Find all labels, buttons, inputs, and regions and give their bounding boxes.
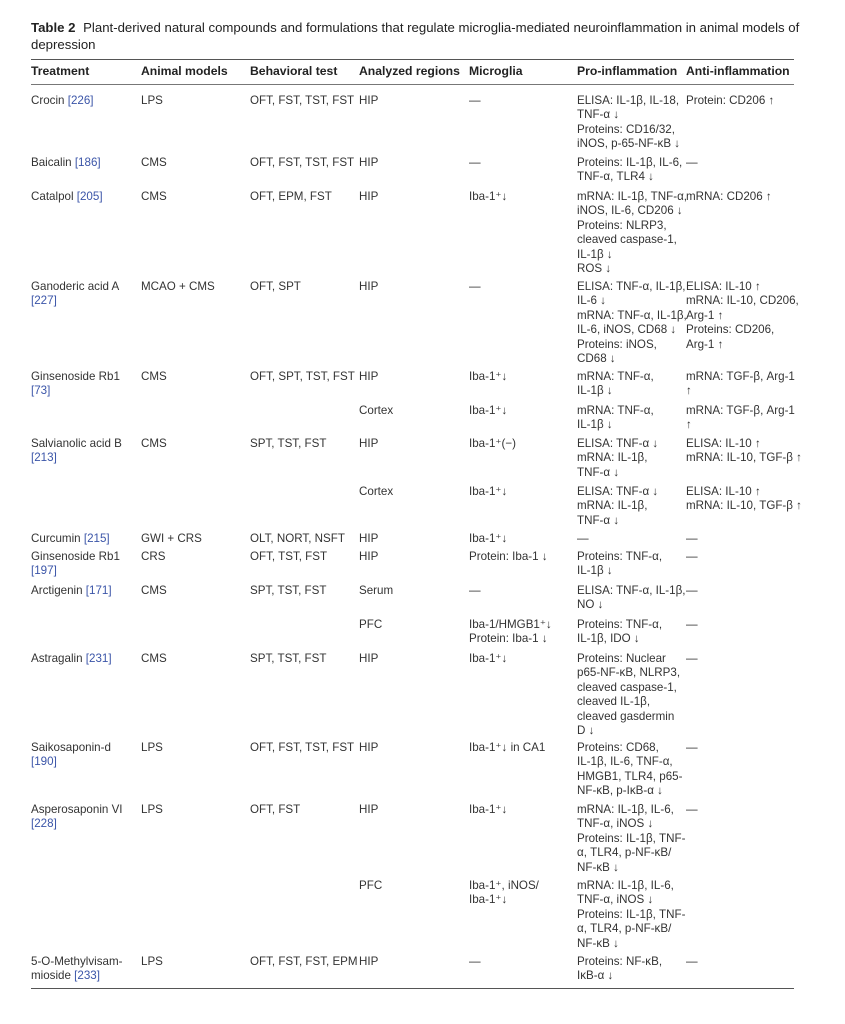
cell-line: HIP [359, 190, 379, 203]
cell-line: mRNA: TNF-α, [577, 404, 654, 417]
cell-line: CMS [141, 584, 167, 597]
cell-region [359, 370, 378, 384]
cell-line: ELISA: IL-10 ↑ [686, 437, 761, 450]
cell-line: mRNA: IL-1β, IL-6, [577, 803, 674, 816]
cell-line: — [469, 584, 481, 597]
cell-test [250, 955, 358, 969]
cell-line: mRNA: TGF-β, Arg-1 [686, 404, 795, 417]
cell-line: — [469, 955, 481, 968]
cell-region [359, 280, 378, 294]
cell-line: mRNA: IL-1β, IL-6, [577, 879, 674, 892]
cell-line: HIP [359, 156, 379, 169]
cell-line: mRNA: IL-10, TGF-β ↑ [686, 499, 802, 513]
cell-line: PFC [359, 618, 383, 631]
cell-anti [686, 955, 698, 969]
cell-line: mRNA: IL-10, CD206, [686, 294, 799, 308]
table-caption [31, 19, 806, 53]
cell-anti [686, 485, 802, 514]
cell-line: ELISA: TNF-α ↓ [577, 485, 659, 498]
cell-line: Cortex [359, 404, 394, 417]
cell-anti [686, 437, 802, 466]
cell-line: Iba-1⁺↓ [469, 190, 508, 203]
citation-link[interactable]: [228] [31, 817, 57, 831]
cell-pro [577, 437, 658, 480]
cell-line: — [686, 618, 698, 631]
cell-line: IL-1β ↓ [577, 384, 613, 398]
cell-microglia [469, 280, 481, 294]
cell-line: Iba-1⁺↓ in CA1 [469, 741, 546, 754]
cell-line: Iba-1⁺↓ [469, 652, 508, 665]
cell-line: OFT, EPM, FST [250, 190, 332, 203]
cell-treatment [31, 280, 119, 309]
cell-region [359, 404, 393, 418]
cell-region [359, 94, 378, 108]
cell-line: mRNA: TNF-α, [577, 370, 654, 383]
cell-treatment [31, 190, 103, 204]
cell-line: IL-1β, IDO ↓ [577, 632, 640, 646]
cell-line: HIP [359, 741, 379, 754]
cell-region [359, 190, 378, 204]
cell-region [359, 584, 393, 598]
cell-line: SPT, TST, FST [250, 437, 327, 450]
cell-line [31, 564, 120, 578]
citation-link[interactable]: [226] [67, 94, 94, 107]
cell-line: p65-NF-κB, NLRP3, [577, 666, 681, 680]
cell-test [250, 584, 326, 598]
cell-microglia [469, 370, 507, 384]
cell-pro [577, 532, 589, 546]
cell-microglia [469, 652, 507, 666]
cell-test [250, 437, 326, 451]
citation-link[interactable]: [215] [83, 532, 110, 545]
cell-pro [577, 879, 685, 951]
cell-line: TNF-α ↓ [577, 465, 620, 479]
cell-model [141, 955, 163, 969]
cell-line [31, 817, 123, 831]
cell-line: LPS [141, 955, 163, 968]
cell-line: Salvianolic acid B [31, 437, 122, 450]
cell-model [141, 550, 165, 564]
citation-link[interactable]: [227] [31, 294, 57, 308]
cell-line: cleaved caspase-1, [577, 233, 677, 247]
cell-line: ROS ↓ [577, 262, 612, 276]
cell-line: ↑ [686, 384, 692, 398]
cell-anti [686, 584, 698, 598]
cell-pro [577, 618, 662, 647]
cell-line: CD68 ↓ [577, 352, 616, 366]
cell-line: 5-O-Methylvisam- [31, 955, 123, 968]
cell-anti [686, 404, 795, 433]
cell-line: LPS [141, 803, 163, 816]
cell-line: cleaved IL-1β, [577, 695, 651, 709]
cell-line: Protein: Iba-1 ↓ [469, 550, 548, 563]
table-top-rule [31, 59, 794, 60]
cell-model [141, 370, 167, 384]
cell-treatment [31, 584, 112, 598]
cell-region [359, 618, 382, 632]
cell-line: iNOS, IL-6, CD206 ↓ [577, 204, 683, 218]
cell-line: Ganoderic acid A [31, 280, 120, 293]
cell-line: Iba-1/HMGB1⁺↓ [469, 618, 552, 631]
cell-pro [577, 741, 682, 799]
table-bottom-rule [31, 988, 794, 989]
cell-line: mRNA: CD206 ↑ [686, 190, 772, 203]
cell-microglia [469, 584, 481, 598]
cell-line [31, 384, 120, 398]
cell-line: α, TLR4, p-NF-κB/ [577, 846, 672, 860]
cell-test [250, 803, 300, 817]
cell-line: HIP [359, 94, 379, 107]
cell-region [359, 156, 378, 170]
cell-line: SPT, TST, FST [250, 584, 327, 597]
cell-line: Proteins: TNF-α, [577, 618, 663, 631]
cell-region [359, 652, 378, 666]
cell-pro [577, 955, 662, 984]
cell-line: HIP [359, 550, 379, 563]
cell-line: Iba-1⁺↓ [469, 532, 508, 545]
cell-model [141, 280, 215, 294]
cell-line: mRNA: IL-1β, [577, 499, 648, 513]
cell-model [141, 94, 163, 108]
cell-line: Catalpol [205] [31, 190, 103, 203]
cell-line: Iba-1⁺↓ [469, 485, 508, 498]
cell-treatment [31, 156, 101, 170]
cell-line: OFT, TST, FST [250, 550, 328, 563]
cell-model [141, 584, 167, 598]
cell-line: OFT, FST [250, 803, 301, 816]
cell-treatment [31, 437, 122, 466]
cell-line: GWI + CRS [141, 532, 202, 545]
cell-anti [686, 803, 698, 817]
cell-line: mRNA: IL-1β, [577, 451, 648, 465]
cell-line: HIP [359, 955, 379, 968]
cell-line: CMS [141, 156, 167, 169]
cell-line [31, 294, 119, 308]
cell-line: ELISA: TNF-α, IL-1β, [577, 584, 686, 597]
table-header-rule [31, 84, 794, 85]
cell-line: OFT, FST, FST, EPM [250, 955, 358, 968]
cell-line: Baicalin [186] [31, 156, 101, 169]
cell-line: — [469, 156, 481, 169]
header-animal-models: Animal models [141, 64, 228, 78]
cell-line: — [686, 156, 698, 169]
cell-anti [686, 94, 774, 108]
cell-line: HMGB1, TLR4, p65- [577, 769, 683, 783]
cell-model [141, 437, 167, 451]
cell-line: HIP [359, 370, 379, 383]
cell-line: mRNA: TNF-α, IL-1β, [577, 308, 687, 322]
cell-model [141, 652, 167, 666]
cell-pro [577, 94, 680, 152]
citation-link[interactable]: [73] [31, 384, 51, 398]
cell-line [31, 755, 111, 769]
cell-treatment [31, 652, 112, 666]
citation-link[interactable]: [197] [31, 564, 57, 578]
cell-microglia [469, 532, 507, 546]
cell-treatment [31, 550, 120, 579]
cell-anti [686, 652, 698, 666]
cell-line: CMS [141, 190, 167, 203]
cell-line: mRNA: IL-10, TGF-β ↑ [686, 451, 802, 465]
cell-anti [686, 741, 698, 755]
cell-line: OFT, FST, TST, FST [250, 156, 355, 169]
cell-pro [577, 156, 682, 185]
cell-line: Proteins: CD16/32, [577, 122, 675, 136]
cell-line: NO ↓ [577, 598, 604, 612]
cell-treatment [31, 955, 122, 984]
cell-pro [577, 190, 687, 276]
header-treatment: Treatment [31, 64, 90, 78]
cell-region [359, 741, 378, 755]
cell-line: Proteins: iNOS, [577, 337, 657, 351]
cell-region [359, 550, 378, 564]
cell-region [359, 955, 378, 969]
cell-microglia [469, 741, 545, 755]
cell-line: HIP [359, 652, 379, 665]
cell-test [250, 741, 354, 755]
cell-line: ELISA: IL-1β, IL-18, [577, 94, 680, 107]
cell-line: — [686, 803, 698, 816]
cell-anti [686, 532, 698, 546]
cell-line: cleaved caspase-1, [577, 680, 677, 694]
cell-treatment [31, 803, 123, 832]
cell-microglia [469, 485, 507, 499]
cell-line: Proteins: IL-1β, IL-6, [577, 156, 683, 169]
cell-line: OFT, SPT [250, 280, 301, 293]
cell-pro [577, 280, 687, 366]
cell-line: MCAO + CMS [141, 280, 215, 293]
cell-treatment [31, 741, 111, 770]
cell-line: CMS [141, 370, 167, 383]
cell-test [250, 550, 327, 564]
cell-line: mioside [233] [31, 969, 100, 983]
cell-line: Iba-1⁺↓ [469, 803, 508, 816]
cell-line: Curcumin [215] [31, 532, 110, 545]
table-title-line2: depression [31, 37, 96, 52]
cell-anti [686, 156, 698, 170]
cell-line: IL-1β ↓ [577, 418, 613, 432]
cell-test [250, 190, 332, 204]
cell-line: Arg-1 ↑ [686, 337, 724, 351]
cell-line: LPS [141, 741, 163, 754]
header-anti-inflammation: Anti-inflammation [686, 64, 790, 78]
cell-test [250, 280, 301, 294]
cell-line: — [686, 532, 698, 545]
cell-microglia [469, 190, 507, 204]
cell-model [141, 156, 167, 170]
cell-line: TNF-α ↓ [577, 513, 620, 527]
cell-line: OFT, FST, TST, FST [250, 741, 355, 754]
cell-line: IL-1β ↓ [577, 564, 613, 578]
cell-treatment [31, 532, 110, 546]
cell-line: TNF-α, iNOS ↓ [577, 893, 654, 907]
cell-line: NF-κB ↓ [577, 936, 619, 950]
cell-microglia [469, 879, 539, 908]
cell-microglia [469, 437, 516, 451]
cell-line: ELISA: IL-10 ↑ [686, 280, 761, 293]
cell-line: Proteins: TNF-α, [577, 550, 663, 563]
citation-link[interactable]: [186] [74, 156, 101, 169]
citation-link[interactable]: [233] [74, 969, 100, 983]
header-analyzed-regions: Analyzed regions [359, 64, 460, 78]
cell-line: — [686, 741, 698, 754]
cell-line: HIP [359, 280, 379, 293]
cell-line: Serum [359, 584, 394, 597]
cell-line: IL-6, iNOS, CD68 ↓ [577, 323, 677, 337]
cell-treatment [31, 370, 120, 399]
cell-line: ELISA: TNF-α ↓ [577, 437, 659, 450]
citation-link[interactable]: [171] [85, 584, 112, 597]
cell-treatment [31, 94, 94, 108]
cell-pro [577, 485, 658, 528]
cell-line: LPS [141, 94, 163, 107]
cell-line: mRNA: IL-1β, TNF-α, [577, 190, 687, 203]
cell-model [141, 803, 163, 817]
cell-test [250, 156, 354, 170]
header-pro-inflammation: Pro-inflammation [577, 64, 678, 78]
cell-test [250, 370, 355, 384]
cell-anti [686, 190, 772, 204]
citation-link[interactable]: [205] [76, 190, 103, 203]
cell-line: Saikosaponin-d [31, 741, 111, 754]
cell-region [359, 879, 382, 893]
table-label: Table 2 [31, 20, 76, 35]
cell-line: Asperosaponin VI [31, 803, 123, 816]
cell-line: iNOS, p-65-NF-κB ↓ [577, 137, 681, 151]
cell-line [31, 451, 122, 465]
cell-anti [686, 550, 698, 564]
cell-region [359, 532, 378, 546]
cell-line: Astragalin [231] [31, 652, 112, 665]
cell-line: HIP [359, 803, 379, 816]
cell-line: NF-κB, p-IκB-α ↓ [577, 784, 663, 798]
cell-line: — [686, 584, 698, 597]
cell-line: OFT, FST, TST, FST [250, 94, 355, 107]
cell-pro [577, 370, 654, 399]
cell-line: — [469, 94, 481, 107]
cell-pro [577, 584, 686, 613]
cell-line: Proteins: IL-1β, TNF- [577, 907, 686, 921]
cell-region [359, 437, 378, 451]
cell-region [359, 803, 378, 817]
cell-model [141, 532, 202, 546]
header-microglia: Microglia [469, 64, 523, 78]
cell-microglia [469, 803, 507, 817]
cell-line: — [577, 532, 589, 545]
cell-pro [577, 550, 662, 579]
cell-line: IL-1β ↓ [577, 247, 613, 261]
cell-line: TNF-α, iNOS ↓ [577, 817, 654, 831]
cell-line: Iba-1⁺↓ [469, 404, 508, 417]
cell-anti [686, 370, 795, 399]
header-behavioral-test: Behavioral test [250, 64, 338, 78]
cell-line: Crocin [226] [31, 94, 94, 107]
cell-line: PFC [359, 879, 383, 892]
cell-microglia [469, 404, 507, 418]
cell-anti [686, 618, 698, 632]
cell-microglia [469, 156, 481, 170]
cell-line: IκB-α ↓ [577, 969, 614, 983]
cell-line: IL-6 ↓ [577, 294, 606, 308]
cell-line: Proteins: NLRP3, [577, 218, 667, 232]
cell-line: Arg-1 ↑ [686, 308, 724, 322]
cell-line: HIP [359, 437, 379, 450]
cell-line: mRNA: TGF-β, Arg-1 [686, 370, 795, 383]
cell-line: HIP [359, 532, 379, 545]
cell-line: CMS [141, 437, 167, 450]
cell-line: Ginsenoside Rb1 [31, 370, 120, 383]
cell-region [359, 485, 393, 499]
cell-line: OLT, NORT, NSFT [250, 532, 345, 545]
cell-line: CMS [141, 652, 167, 665]
cell-line: CRS [141, 550, 166, 563]
cell-line: IL-1β, IL-6, TNF-α, [577, 755, 673, 769]
cell-microglia [469, 550, 548, 564]
cell-line: D ↓ [577, 724, 595, 738]
cell-line: cleaved gasdermin [577, 709, 675, 723]
cell-line: Arctigenin [171] [31, 584, 112, 597]
cell-line: NF-κB ↓ [577, 860, 619, 874]
cell-line: Proteins: NF-κB, [577, 955, 663, 968]
citation-link[interactable]: [213] [31, 451, 57, 465]
cell-line: OFT, SPT, TST, FST [250, 370, 355, 383]
cell-line: Iba-1⁺↓ [469, 370, 508, 383]
cell-test [250, 94, 354, 108]
cell-line: TNF-α ↓ [577, 108, 620, 122]
cell-line: — [469, 280, 481, 293]
cell-microglia [469, 955, 481, 969]
table-title-line1: Plant-derived natural compounds and formulations that regulate microglia-mediated neuroinflammation in animal models of [83, 20, 800, 35]
cell-line: SPT, TST, FST [250, 652, 327, 665]
cell-line: Proteins: CD206, [686, 323, 775, 337]
cell-pro [577, 404, 654, 433]
cell-pro [577, 803, 685, 875]
cell-test [250, 532, 345, 546]
cell-line: — [686, 550, 698, 563]
cell-test [250, 652, 326, 666]
cell-line: — [686, 955, 698, 968]
cell-line: ELISA: IL-10 ↑ [686, 485, 761, 498]
cell-line: Cortex [359, 485, 394, 498]
cell-line: Iba-1⁺(−) [469, 437, 517, 450]
cell-line: Ginsenoside Rb1 [31, 550, 120, 563]
cell-model [141, 741, 163, 755]
cell-microglia [469, 618, 552, 647]
cell-microglia [469, 94, 481, 108]
citation-link[interactable]: [190] [31, 755, 57, 769]
cell-line: Protein: Iba-1 ↓ [469, 632, 548, 646]
cell-line: Protein: CD206 ↑ [686, 94, 775, 107]
cell-line: — [686, 652, 698, 665]
cell-line: ELISA: TNF-α, IL-1β, [577, 280, 686, 293]
cell-line: ↑ [686, 418, 692, 432]
cell-line: Proteins: CD68, [577, 741, 659, 754]
cell-anti [686, 280, 799, 352]
cell-pro [577, 652, 680, 738]
cell-line: Proteins: IL-1β, TNF- [577, 831, 686, 845]
citation-link[interactable]: [231] [85, 652, 112, 665]
cell-line: α, TLR4, p-NF-κB/ [577, 922, 672, 936]
cell-line: TNF-α, TLR4 ↓ [577, 170, 654, 184]
cell-line: Proteins: Nuclear [577, 652, 666, 665]
cell-line: Iba-1⁺↓ [469, 893, 508, 907]
cell-line: Iba-1⁺, iNOS/ [469, 879, 539, 892]
cell-model [141, 190, 167, 204]
